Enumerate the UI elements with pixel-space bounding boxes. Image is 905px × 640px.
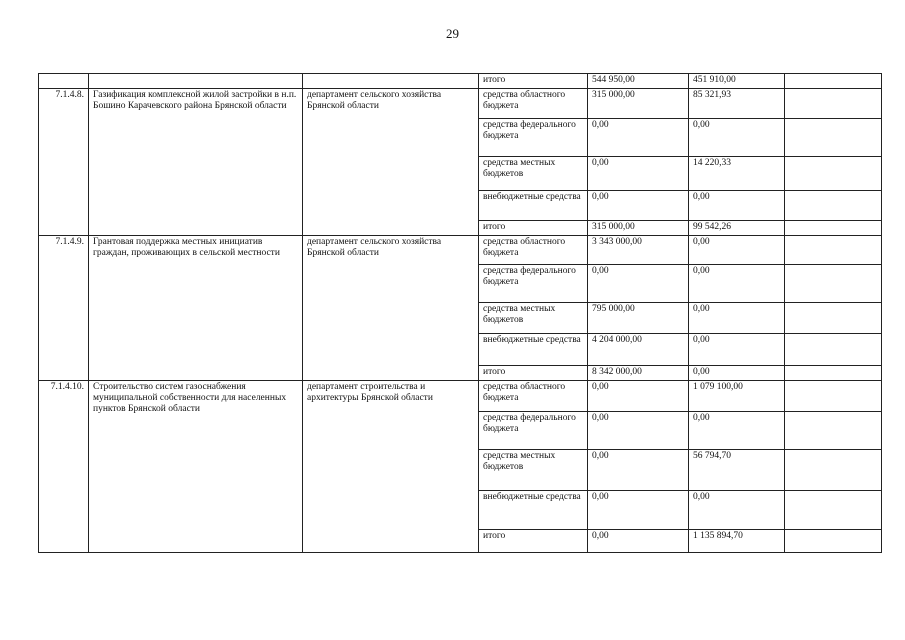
cell-dept: департамент сельского хозяйства Брянской области xyxy=(303,89,479,236)
table-row xyxy=(39,89,882,119)
table-row xyxy=(39,381,882,412)
cell-source: итого xyxy=(479,74,588,89)
cell-num: 7.1.4.9. xyxy=(39,236,89,381)
cell-value-3 xyxy=(785,157,882,191)
cell-value-2: 0,00 xyxy=(689,119,785,157)
cell-value-3 xyxy=(785,191,882,221)
cell-source: средства областного бюджета xyxy=(479,381,588,412)
cell-value-1: 0,00 xyxy=(588,157,689,191)
cell-value-3 xyxy=(785,334,882,366)
cell-value-2: 85 321,93 xyxy=(689,89,785,119)
cell-value-2: 0,00 xyxy=(689,366,785,381)
table-row xyxy=(39,74,882,89)
cell-name: Строительство систем газоснабжения муниципальной собственности для населенных пунктов Брянской области xyxy=(89,381,303,553)
cell-value-3 xyxy=(785,265,882,303)
cell-source: средства областного бюджета xyxy=(479,89,588,119)
cell-value-1: 0,00 xyxy=(588,191,689,221)
cell-name: Газификация комплексной жилой застройки в н.п. Бошино Карачевского района Брянской области xyxy=(89,89,303,236)
cell-name xyxy=(89,74,303,89)
cell-value-2: 0,00 xyxy=(689,236,785,265)
cell-value-2: 0,00 xyxy=(689,491,785,530)
cell-num xyxy=(39,74,89,89)
cell-value-2: 56 794,70 xyxy=(689,450,785,491)
cell-value-2: 0,00 xyxy=(689,412,785,450)
cell-source: средства федерального бюджета xyxy=(479,119,588,157)
cell-num: 7.1.4.10. xyxy=(39,381,89,553)
cell-value-3 xyxy=(785,381,882,412)
cell-value-1: 0,00 xyxy=(588,530,689,553)
cell-source: средства местных бюджетов xyxy=(479,157,588,191)
cell-name: Грантовая поддержка местных инициатив граждан, проживающих в сельской местности xyxy=(89,236,303,381)
cell-value-1: 795 000,00 xyxy=(588,303,689,334)
cell-value-2: 1 079 100,00 xyxy=(689,381,785,412)
cell-value-1: 0,00 xyxy=(588,265,689,303)
cell-value-3 xyxy=(785,236,882,265)
cell-value-1: 544 950,00 xyxy=(588,74,689,89)
cell-value-2: 0,00 xyxy=(689,303,785,334)
cell-value-1: 315 000,00 xyxy=(588,89,689,119)
cell-value-1: 0,00 xyxy=(588,381,689,412)
cell-source: итого xyxy=(479,530,588,553)
cell-value-2: 14 220,33 xyxy=(689,157,785,191)
cell-source: внебюджетные средства xyxy=(479,491,588,530)
cell-source: итого xyxy=(479,366,588,381)
cell-num: 7.1.4.8. xyxy=(39,89,89,236)
cell-dept: департамент строительства и архитектуры Брянской области xyxy=(303,381,479,553)
cell-source: средства местных бюджетов xyxy=(479,450,588,491)
cell-source: средства местных бюджетов xyxy=(479,303,588,334)
cell-dept: департамент сельского хозяйства Брянской области xyxy=(303,236,479,381)
cell-value-2: 451 910,00 xyxy=(689,74,785,89)
cell-value-2: 1 135 894,70 xyxy=(689,530,785,553)
cell-value-1: 315 000,00 xyxy=(588,221,689,236)
cell-value-3 xyxy=(785,412,882,450)
cell-value-2: 99 542,26 xyxy=(689,221,785,236)
cell-value-1: 0,00 xyxy=(588,412,689,450)
cell-value-2: 0,00 xyxy=(689,191,785,221)
cell-value-3 xyxy=(785,221,882,236)
cell-source: итого xyxy=(479,221,588,236)
cell-value-2: 0,00 xyxy=(689,265,785,303)
cell-source: средства федерального бюджета xyxy=(479,412,588,450)
cell-value-1: 4 204 000,00 xyxy=(588,334,689,366)
budget-table xyxy=(38,73,882,553)
cell-source: средства областного бюджета xyxy=(479,236,588,265)
cell-value-3 xyxy=(785,450,882,491)
cell-value-3 xyxy=(785,74,882,89)
cell-dept xyxy=(303,74,479,89)
cell-value-3 xyxy=(785,119,882,157)
cell-source: внебюджетные средства xyxy=(479,334,588,366)
table-row xyxy=(39,236,882,265)
cell-value-1: 0,00 xyxy=(588,450,689,491)
cell-value-1: 0,00 xyxy=(588,491,689,530)
cell-value-1: 0,00 xyxy=(588,119,689,157)
cell-value-2: 0,00 xyxy=(689,334,785,366)
cell-value-1: 8 342 000,00 xyxy=(588,366,689,381)
cell-source: внебюджетные средства xyxy=(479,191,588,221)
cell-value-3 xyxy=(785,530,882,553)
cell-value-3 xyxy=(785,366,882,381)
cell-value-3 xyxy=(785,303,882,334)
cell-source: средства федерального бюджета xyxy=(479,265,588,303)
cell-value-3 xyxy=(785,89,882,119)
page-number: 29 xyxy=(446,26,459,41)
cell-value-3 xyxy=(785,491,882,530)
cell-value-1: 3 343 000,00 xyxy=(588,236,689,265)
